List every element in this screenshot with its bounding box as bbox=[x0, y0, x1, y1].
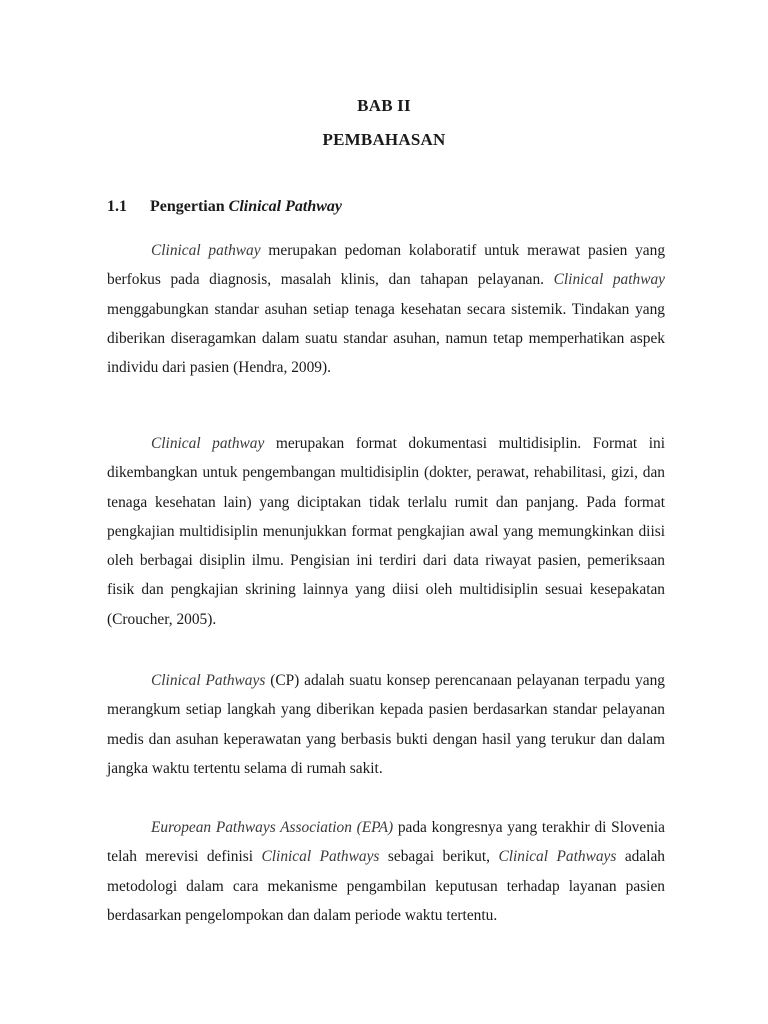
paragraph-text: merupakan format dokumentasi multidisiplin. Format ini dikembangkan untuk pengembangan multidisiplin (dokter, perawat, rehabilitasi, gizi, dan tenaga kesehatan lain) yang diciptakan tidak terlalu rumit dan panjang. Pada format pengkajian multidisiplin menunjukkan format pengkajian awal yang memungkinkan diisi oleh berbagai disiplin ilmu. Pengisian ini terdiri dari data riwayat pasien, pemeriksaan fisik dan pengkajian skrining lainnya yang diisi oleh multidisiplin sesuai kesepakatan (Croucher, 2005). bbox=[107, 435, 665, 628]
italic-term: Clinical pathway bbox=[151, 242, 261, 259]
paragraph-text: adalah metodologi dalam cara mekanisme pengambilan keputusan terhadap layanan pasien berdasarkan pengelompokan dan dalam periode waktu tertentu. bbox=[107, 848, 665, 924]
italic-term: Clinical Pathways bbox=[498, 848, 617, 866]
italic-term: European Pathways Association (EPA) bbox=[151, 819, 394, 836]
section-number: 1.1 bbox=[107, 198, 127, 215]
body-paragraph bbox=[107, 236, 665, 382]
italic-term: Clinical Pathways bbox=[151, 672, 266, 689]
paragraph-text: menggabungkan standar asuhan setiap tenaga kesehatan secara sistemik. Tindakan yang diberikan diseragamkan dalam suatu standar asuhan, namun tetap memperhatikan aspek individu dari pasien (Hendra, 2009). bbox=[107, 300, 665, 377]
chapter-number: BAB II bbox=[357, 96, 411, 115]
section-heading bbox=[107, 198, 342, 216]
paragraph-text: sebagai berikut, bbox=[379, 848, 499, 866]
italic-term: Clinical pathway bbox=[151, 435, 265, 452]
paragraph-text: (CP) adalah suatu konsep perencanaan pelayanan terpadu yang merangkum setiap langkah yang diberikan kepada pasien berdasarkan standar pelayanan medis dan asuhan keperawatan yang berbasis bukti dengan hasil yang terukur dan dalam jangka waktu tertentu selama di rumah sakit. bbox=[107, 672, 665, 777]
section-title-plain: Pengertian bbox=[150, 198, 229, 215]
paragraph-text: pada kongresnya yang terakhir di Slovenia telah merevisi definisi bbox=[107, 819, 665, 866]
body-paragraph bbox=[107, 429, 665, 634]
body-paragraph bbox=[107, 813, 665, 930]
italic-term: Clinical pathway bbox=[553, 271, 666, 289]
section-title-italic: Clinical Pathway bbox=[228, 198, 342, 215]
italic-term: Clinical Pathways bbox=[261, 848, 380, 866]
paragraph-text: merupakan pedoman kolaboratif untuk merawat pasien yang berfokus pada diagnosis, masalah klinis, dan tahapan pelayanan. bbox=[107, 242, 666, 289]
body-paragraph bbox=[107, 666, 665, 783]
chapter-title: PEMBAHASAN bbox=[322, 130, 446, 149]
